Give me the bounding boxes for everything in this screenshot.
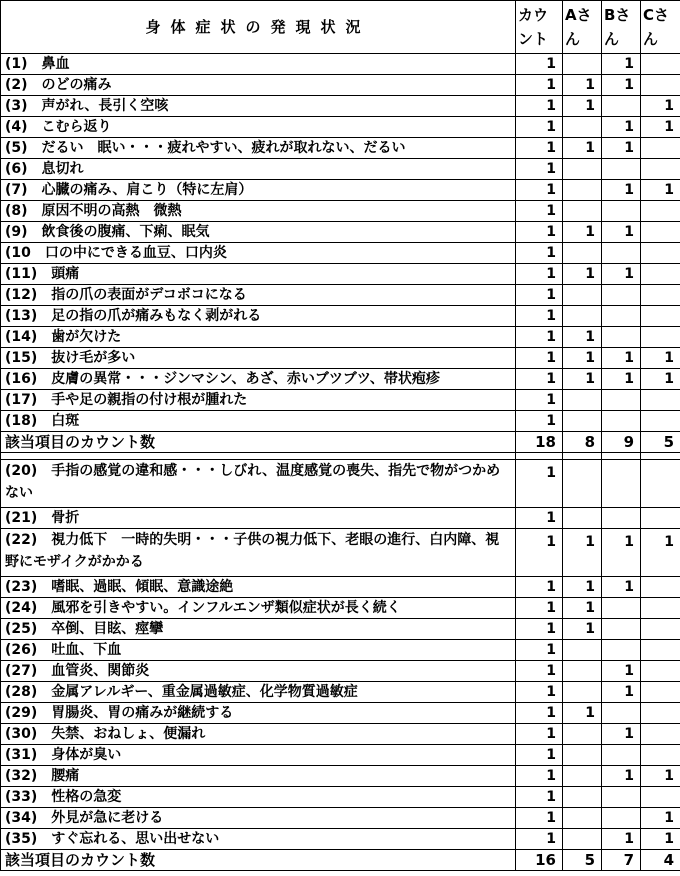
b-cell[interactable] xyxy=(602,243,641,264)
section-gap xyxy=(1,453,680,460)
a-cell[interactable]: 1 xyxy=(563,96,602,117)
count-cell[interactable]: 1 xyxy=(516,327,563,348)
c-cell[interactable] xyxy=(641,159,680,180)
a-cell[interactable] xyxy=(563,766,602,787)
b-cell[interactable]: 1 xyxy=(602,661,641,682)
b-cell[interactable] xyxy=(602,201,641,222)
c-cell[interactable] xyxy=(641,390,680,411)
c-cell[interactable] xyxy=(641,460,680,508)
symptom-label[interactable]: (9) 飲食後の腹痛、下痢、眠気 xyxy=(1,222,516,243)
a-cell[interactable] xyxy=(563,508,602,529)
section-2-body xyxy=(1,460,680,871)
symptom-row xyxy=(1,222,680,243)
symptom-row xyxy=(1,138,680,159)
symptom-label[interactable]: (4) こむら返り xyxy=(1,117,516,138)
symptom-row xyxy=(1,745,680,766)
symptom-label[interactable]: (22) 視力低下 一時的失明・・・子供の視力低下、老眼の進行、白内障、視野にモザイクがかかる xyxy=(1,529,516,577)
symptom-label[interactable]: (6) 息切れ xyxy=(1,159,516,180)
c-cell[interactable] xyxy=(641,682,680,703)
gap-cell xyxy=(602,453,641,460)
count-cell[interactable]: 1 xyxy=(516,577,563,598)
b-cell[interactable] xyxy=(602,285,641,306)
symptom-row xyxy=(1,285,680,306)
column-header-b[interactable]: Bさん xyxy=(602,1,641,54)
symptom-label[interactable]: (11) 頭痛 xyxy=(1,264,516,285)
total-b-cell[interactable]: 9 xyxy=(602,432,641,453)
a-cell[interactable] xyxy=(563,724,602,745)
count-cell[interactable]: 1 xyxy=(516,180,563,201)
b-cell[interactable] xyxy=(602,460,641,508)
b-cell[interactable] xyxy=(602,787,641,808)
b-cell[interactable] xyxy=(602,808,641,829)
c-cell[interactable]: 1 xyxy=(641,766,680,787)
gap-cell xyxy=(516,453,563,460)
symptom-label[interactable]: (17) 手や足の親指の付け根が腫れた xyxy=(1,390,516,411)
b-cell[interactable] xyxy=(602,411,641,432)
count-cell[interactable]: 1 xyxy=(516,264,563,285)
c-cell[interactable] xyxy=(641,75,680,96)
symptom-label[interactable]: (18) 白斑 xyxy=(1,411,516,432)
c-cell[interactable] xyxy=(641,787,680,808)
c-cell[interactable] xyxy=(641,201,680,222)
a-cell[interactable]: 1 xyxy=(563,75,602,96)
symptom-row xyxy=(1,661,680,682)
symptom-row xyxy=(1,577,680,598)
b-cell[interactable] xyxy=(602,640,641,661)
total-c-cell[interactable]: 5 xyxy=(641,432,680,453)
b-cell[interactable]: 1 xyxy=(602,829,641,850)
c-cell[interactable] xyxy=(641,640,680,661)
symptom-label[interactable]: (7) 心臓の痛み、肩こり（特に左肩） xyxy=(1,180,516,201)
symptom-label[interactable]: (21) 骨折 xyxy=(1,508,516,529)
a-cell[interactable]: 1 xyxy=(563,598,602,619)
column-header-count[interactable]: カウント xyxy=(516,1,563,54)
count-cell[interactable]: 1 xyxy=(516,54,563,75)
symptom-row xyxy=(1,180,680,201)
table-title[interactable]: 身体症状の発現状況 xyxy=(1,1,516,54)
a-cell[interactable]: 1 xyxy=(563,348,602,369)
symptom-label[interactable]: (14) 歯が欠けた xyxy=(1,327,516,348)
b-cell[interactable]: 1 xyxy=(602,682,641,703)
symptom-row xyxy=(1,264,680,285)
a-cell[interactable]: 1 xyxy=(563,327,602,348)
total-row xyxy=(1,850,680,871)
a-cell[interactable] xyxy=(563,306,602,327)
symptom-label[interactable]: (12) 指の爪の表面がデコボコになる xyxy=(1,285,516,306)
count-cell[interactable]: 1 xyxy=(516,138,563,159)
count-cell[interactable]: 1 xyxy=(516,96,563,117)
a-cell[interactable] xyxy=(563,285,602,306)
a-cell[interactable] xyxy=(563,682,602,703)
a-cell[interactable] xyxy=(563,201,602,222)
count-cell[interactable]: 1 xyxy=(516,682,563,703)
symptom-label[interactable]: (27) 血管炎、関節炎 xyxy=(1,661,516,682)
count-cell[interactable]: 1 xyxy=(516,808,563,829)
count-cell[interactable]: 1 xyxy=(516,285,563,306)
c-cell[interactable]: 1 xyxy=(641,96,680,117)
b-cell[interactable]: 1 xyxy=(602,180,641,201)
a-cell[interactable] xyxy=(563,411,602,432)
c-cell[interactable] xyxy=(641,745,680,766)
total-label[interactable]: 該当項目のカウント数 xyxy=(1,432,516,453)
count-cell[interactable]: 1 xyxy=(516,661,563,682)
symptom-label[interactable]: (33) 性格の急変 xyxy=(1,787,516,808)
a-cell[interactable] xyxy=(563,180,602,201)
c-cell[interactable] xyxy=(641,598,680,619)
symptom-label[interactable]: (34) 外見が急に老ける xyxy=(1,808,516,829)
b-cell[interactable] xyxy=(602,96,641,117)
symptom-label[interactable]: (5) だるい 眠い・・・疲れやすい、疲れが取れない、だるい xyxy=(1,138,516,159)
symptom-label[interactable]: (28) 金属アレルギー、重金属過敏症、化学物質過敏症 xyxy=(1,682,516,703)
symptom-row xyxy=(1,117,680,138)
c-cell[interactable] xyxy=(641,703,680,724)
count-cell[interactable]: 1 xyxy=(516,411,563,432)
total-row xyxy=(1,432,680,453)
count-cell[interactable]: 1 xyxy=(516,348,563,369)
c-cell[interactable] xyxy=(641,619,680,640)
count-cell[interactable]: 1 xyxy=(516,640,563,661)
symptom-row xyxy=(1,598,680,619)
symptom-row xyxy=(1,808,680,829)
symptom-label[interactable]: (32) 腰痛 xyxy=(1,766,516,787)
symptom-label[interactable]: (10 口の中にできる血豆、口内炎 xyxy=(1,243,516,264)
gap-cell xyxy=(563,453,602,460)
symptom-label[interactable]: (13) 足の指の爪が痛みもなく剥がれる xyxy=(1,306,516,327)
b-cell[interactable]: 1 xyxy=(602,348,641,369)
symptom-label[interactable]: (15) 抜け毛が多い xyxy=(1,348,516,369)
symptom-label[interactable]: (2) のどの痛み xyxy=(1,75,516,96)
count-cell[interactable]: 1 xyxy=(516,243,563,264)
gap-cell xyxy=(1,453,516,460)
count-cell[interactable]: 1 xyxy=(516,529,563,577)
b-cell[interactable]: 1 xyxy=(602,75,641,96)
b-cell[interactable] xyxy=(602,306,641,327)
a-cell[interactable] xyxy=(563,159,602,180)
count-cell[interactable]: 1 xyxy=(516,117,563,138)
b-cell[interactable] xyxy=(602,390,641,411)
c-cell[interactable] xyxy=(641,54,680,75)
symptom-row xyxy=(1,682,680,703)
count-cell[interactable]: 1 xyxy=(516,75,563,96)
b-cell[interactable] xyxy=(602,703,641,724)
c-cell[interactable] xyxy=(641,508,680,529)
b-cell[interactable]: 1 xyxy=(602,222,641,243)
symptom-row xyxy=(1,369,680,390)
c-cell[interactable] xyxy=(641,222,680,243)
c-cell[interactable] xyxy=(641,285,680,306)
total-count-cell[interactable]: 18 xyxy=(516,432,563,453)
a-cell[interactable]: 1 xyxy=(563,138,602,159)
symptom-row xyxy=(1,619,680,640)
count-cell[interactable]: 1 xyxy=(516,724,563,745)
symptom-row xyxy=(1,201,680,222)
symptom-label[interactable]: (1) 鼻血 xyxy=(1,54,516,75)
symptom-row xyxy=(1,327,680,348)
symptom-label[interactable]: (8) 原因不明の高熱 微熱 xyxy=(1,201,516,222)
symptom-label[interactable]: (24) 風邪を引きやすい。インフルエンザ類似症状が長く続く xyxy=(1,598,516,619)
a-cell[interactable] xyxy=(563,390,602,411)
total-a-cell[interactable]: 8 xyxy=(563,432,602,453)
a-cell[interactable] xyxy=(563,243,602,264)
symptom-row xyxy=(1,787,680,808)
column-header-a[interactable]: Aさん xyxy=(563,1,602,54)
c-cell[interactable]: 1 xyxy=(641,829,680,850)
count-cell[interactable]: 1 xyxy=(516,598,563,619)
c-cell[interactable]: 1 xyxy=(641,529,680,577)
symptom-label[interactable]: (23) 嗜眠、過眠、傾眠、意識途絶 xyxy=(1,577,516,598)
a-cell[interactable]: 1 xyxy=(563,703,602,724)
c-cell[interactable] xyxy=(641,264,680,285)
symptom-label[interactable]: (30) 失禁、おねしょ、便漏れ xyxy=(1,724,516,745)
symptom-row xyxy=(1,508,680,529)
b-cell[interactable]: 1 xyxy=(602,117,641,138)
a-cell[interactable] xyxy=(563,829,602,850)
symptom-row xyxy=(1,411,680,432)
symptom-row xyxy=(1,75,680,96)
c-cell[interactable]: 1 xyxy=(641,369,680,390)
symptom-label[interactable]: (3) 声がれ、長引く空咳 xyxy=(1,96,516,117)
symptom-row xyxy=(1,390,680,411)
count-cell[interactable]: 1 xyxy=(516,787,563,808)
a-cell[interactable] xyxy=(563,661,602,682)
total-a-cell[interactable]: 5 xyxy=(563,850,602,871)
c-cell[interactable]: 1 xyxy=(641,348,680,369)
symptom-row xyxy=(1,243,680,264)
a-cell[interactable]: 1 xyxy=(563,264,602,285)
count-cell[interactable]: 1 xyxy=(516,766,563,787)
symptom-row xyxy=(1,829,680,850)
a-cell[interactable]: 1 xyxy=(563,619,602,640)
count-cell[interactable]: 1 xyxy=(516,508,563,529)
symptom-row xyxy=(1,96,680,117)
symptom-label[interactable]: (20) 手指の感覚の違和感・・・しびれ、温度感覚の喪失、指先で物がつかめない xyxy=(1,460,516,508)
count-cell[interactable]: 1 xyxy=(516,390,563,411)
count-cell[interactable]: 1 xyxy=(516,460,563,508)
symptom-label[interactable]: (16) 皮膚の異常・・・ジンマシン、あざ、赤いブツブツ、帯状疱疹 xyxy=(1,369,516,390)
section-1-body xyxy=(1,54,680,453)
b-cell[interactable] xyxy=(602,159,641,180)
symptom-row xyxy=(1,306,680,327)
count-cell[interactable]: 1 xyxy=(516,745,563,766)
count-cell[interactable]: 1 xyxy=(516,201,563,222)
symptom-row xyxy=(1,766,680,787)
symptom-label[interactable]: (25) 卒倒、目眩、痙攣 xyxy=(1,619,516,640)
a-cell[interactable] xyxy=(563,640,602,661)
total-count-cell[interactable]: 16 xyxy=(516,850,563,871)
c-cell[interactable] xyxy=(641,243,680,264)
c-cell[interactable] xyxy=(641,411,680,432)
a-cell[interactable]: 1 xyxy=(563,369,602,390)
a-cell[interactable] xyxy=(563,745,602,766)
c-cell[interactable] xyxy=(641,724,680,745)
a-cell[interactable] xyxy=(563,117,602,138)
a-cell[interactable] xyxy=(563,787,602,808)
b-cell[interactable]: 1 xyxy=(602,529,641,577)
total-b-cell[interactable]: 7 xyxy=(602,850,641,871)
symptom-row xyxy=(1,159,680,180)
count-cell[interactable]: 1 xyxy=(516,619,563,640)
c-cell[interactable]: 1 xyxy=(641,117,680,138)
symptom-label[interactable]: (26) 吐血、下血 xyxy=(1,640,516,661)
symptom-label[interactable]: (29) 胃腸炎、胃の痛みが継続する xyxy=(1,703,516,724)
b-cell[interactable] xyxy=(602,619,641,640)
count-cell[interactable]: 1 xyxy=(516,829,563,850)
symptom-row xyxy=(1,348,680,369)
b-cell[interactable] xyxy=(602,508,641,529)
symptom-row xyxy=(1,54,680,75)
a-cell[interactable] xyxy=(563,54,602,75)
c-cell[interactable]: 1 xyxy=(641,808,680,829)
b-cell[interactable] xyxy=(602,598,641,619)
a-cell[interactable] xyxy=(563,808,602,829)
count-cell[interactable]: 1 xyxy=(516,306,563,327)
symptom-label[interactable]: (31) 身体が臭い xyxy=(1,745,516,766)
header-row xyxy=(1,1,680,54)
a-cell[interactable]: 1 xyxy=(563,529,602,577)
b-cell[interactable]: 1 xyxy=(602,369,641,390)
b-cell[interactable] xyxy=(602,745,641,766)
count-cell[interactable]: 1 xyxy=(516,159,563,180)
b-cell[interactable] xyxy=(602,327,641,348)
gap-cell xyxy=(641,453,680,460)
count-cell[interactable]: 1 xyxy=(516,703,563,724)
column-header-c[interactable]: Cさん xyxy=(641,1,680,54)
symptom-row xyxy=(1,529,680,577)
b-cell[interactable]: 1 xyxy=(602,264,641,285)
c-cell[interactable] xyxy=(641,306,680,327)
b-cell[interactable]: 1 xyxy=(602,766,641,787)
symptom-row xyxy=(1,460,680,508)
count-cell[interactable]: 1 xyxy=(516,369,563,390)
b-cell[interactable]: 1 xyxy=(602,577,641,598)
b-cell[interactable]: 1 xyxy=(602,138,641,159)
count-cell[interactable]: 1 xyxy=(516,222,563,243)
symptom-label[interactable]: (35) すぐ忘れる、思い出せない xyxy=(1,829,516,850)
total-c-cell[interactable]: 4 xyxy=(641,850,680,871)
symptom-row xyxy=(1,640,680,661)
a-cell[interactable]: 1 xyxy=(563,222,602,243)
symptom-row xyxy=(1,703,680,724)
b-cell[interactable]: 1 xyxy=(602,724,641,745)
c-cell[interactable] xyxy=(641,661,680,682)
a-cell[interactable] xyxy=(563,460,602,508)
c-cell[interactable] xyxy=(641,327,680,348)
total-label[interactable]: 該当項目のカウント数 xyxy=(1,850,516,871)
b-cell[interactable]: 1 xyxy=(602,54,641,75)
c-cell[interactable] xyxy=(641,577,680,598)
a-cell[interactable]: 1 xyxy=(563,577,602,598)
symptom-row xyxy=(1,724,680,745)
c-cell[interactable]: 1 xyxy=(641,180,680,201)
c-cell[interactable] xyxy=(641,138,680,159)
